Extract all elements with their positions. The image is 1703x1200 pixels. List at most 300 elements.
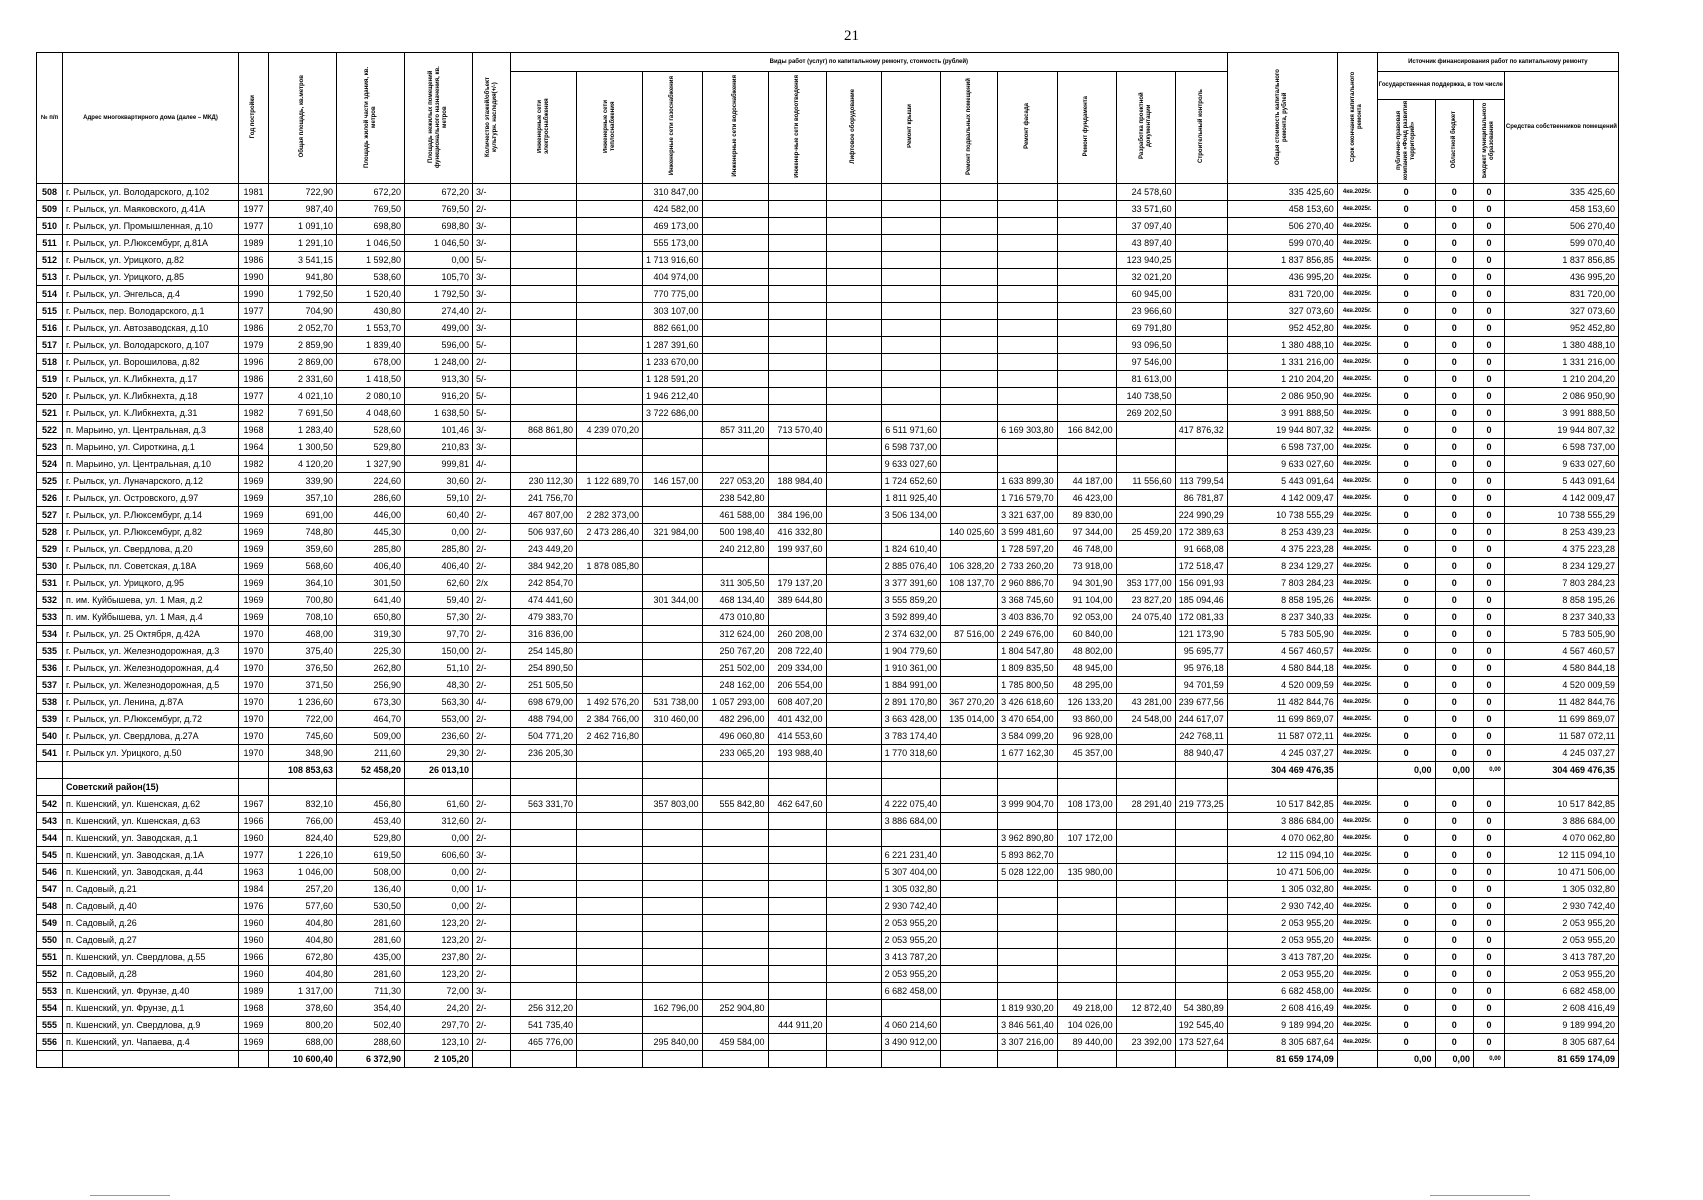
table-cell: 462 647,60 xyxy=(768,796,826,813)
table-cell: 0 xyxy=(1377,983,1435,1000)
table-cell xyxy=(768,490,826,507)
table-cell: 8 305 687,64 xyxy=(1504,1034,1618,1051)
table-cell xyxy=(881,286,941,303)
table-cell: 179 137,20 xyxy=(768,575,826,592)
table-cell: 0 xyxy=(1377,473,1435,490)
table-cell: 286,60 xyxy=(337,490,405,507)
table-cell: 2 885 076,40 xyxy=(881,558,941,575)
section-row xyxy=(37,779,1619,796)
table-cell: 0 xyxy=(1435,473,1474,490)
table-cell: 6 682 458,00 xyxy=(1227,983,1337,1000)
table-cell: 1/- xyxy=(473,881,511,898)
table-cell: 1990 xyxy=(239,286,269,303)
table-row xyxy=(37,643,1619,660)
table-cell: п. Садовый, д.27 xyxy=(63,932,239,949)
table-row xyxy=(37,269,1619,286)
table-cell xyxy=(941,898,998,915)
table-cell xyxy=(511,235,577,252)
table-cell xyxy=(577,541,643,558)
table-cell xyxy=(998,405,1058,422)
table-cell xyxy=(643,541,703,558)
table-cell: 516 xyxy=(37,320,63,337)
table-cell: 123,20 xyxy=(405,966,473,983)
table-cell xyxy=(826,966,881,983)
table-cell: 0 xyxy=(1474,694,1505,711)
table-cell xyxy=(881,405,941,422)
table-cell: 1 553,70 xyxy=(337,320,405,337)
table-cell xyxy=(577,201,643,218)
table-cell xyxy=(577,660,643,677)
table-cell xyxy=(768,235,826,252)
table-cell: 354,40 xyxy=(337,1000,405,1017)
table-cell xyxy=(826,898,881,915)
table-cell: 529 xyxy=(37,541,63,558)
table-cell: 225,30 xyxy=(337,643,405,660)
table-cell: 0 xyxy=(1435,235,1474,252)
table-cell: 0 xyxy=(1474,1000,1505,1017)
table-cell xyxy=(577,320,643,337)
table-cell: 310 847,00 xyxy=(643,184,703,201)
table-cell: 241 756,70 xyxy=(511,490,577,507)
table-cell: 1970 xyxy=(239,660,269,677)
table-cell: 0 xyxy=(1377,847,1435,864)
table-cell: 1 837 856,85 xyxy=(1227,252,1337,269)
table-cell: 537 xyxy=(37,677,63,694)
table-cell: 10 738 555,29 xyxy=(1227,507,1337,524)
table-cell: 1969 xyxy=(239,575,269,592)
table-cell xyxy=(1057,932,1116,949)
table-cell: 532 xyxy=(37,592,63,609)
table-cell xyxy=(1057,337,1116,354)
table-cell xyxy=(998,949,1058,966)
table-cell: 0 xyxy=(1474,915,1505,932)
table-cell: 4кв.2025г. xyxy=(1337,1000,1377,1017)
table-cell xyxy=(643,456,703,473)
table-cell xyxy=(826,303,881,320)
table-cell xyxy=(643,490,703,507)
table-cell: 1 946 212,40 xyxy=(643,388,703,405)
table-cell xyxy=(511,864,577,881)
table-cell: 104 026,00 xyxy=(1057,1017,1116,1034)
table-cell: 59,10 xyxy=(405,490,473,507)
table-cell: 556 xyxy=(37,1034,63,1051)
table-row xyxy=(37,405,1619,422)
table-cell: 3/- xyxy=(473,847,511,864)
table-cell: 0 xyxy=(1474,371,1505,388)
table-cell xyxy=(702,252,768,269)
table-cell: 1 091,10 xyxy=(269,218,337,235)
table-cell: 357 803,00 xyxy=(643,796,703,813)
table-cell: 123 940,25 xyxy=(1116,252,1175,269)
table-cell xyxy=(941,915,998,932)
table-cell: 1990 xyxy=(239,269,269,286)
table-cell: 1 317,00 xyxy=(269,983,337,1000)
table-cell: 2 053 955,20 xyxy=(1504,966,1618,983)
table-cell xyxy=(577,626,643,643)
table-cell: 4кв.2025г. xyxy=(1337,320,1377,337)
table-cell: 1986 xyxy=(239,252,269,269)
table-cell: 0 xyxy=(1474,337,1505,354)
table-cell: 1 904 779,60 xyxy=(881,643,941,660)
table-cell: 641,40 xyxy=(337,592,405,609)
table-cell xyxy=(826,541,881,558)
table-cell xyxy=(941,864,998,881)
table-cell: 46 748,00 xyxy=(1057,541,1116,558)
table-cell: 424 582,00 xyxy=(643,201,703,218)
table-cell: 12 872,40 xyxy=(1116,1000,1175,1017)
table-cell: 543 xyxy=(37,813,63,830)
table-cell xyxy=(881,1051,941,1068)
table-cell: 517 xyxy=(37,337,63,354)
table-cell: 0 xyxy=(1435,643,1474,660)
table-cell: 2/- xyxy=(473,966,511,983)
table-cell: г. Рыльск, ул. Промышленная, д.10 xyxy=(63,218,239,235)
table-cell: 12 115 094,10 xyxy=(1227,847,1337,864)
table-cell xyxy=(1175,762,1227,779)
table-cell: 1 327,90 xyxy=(337,456,405,473)
table-cell: 941,80 xyxy=(269,269,337,286)
table-cell: 5 443 091,64 xyxy=(1504,473,1618,490)
table-cell xyxy=(826,983,881,1000)
table-cell: 406,40 xyxy=(337,558,405,575)
table-cell: 531 xyxy=(37,575,63,592)
table-cell xyxy=(826,201,881,218)
table-cell: 0 xyxy=(1474,558,1505,575)
table-cell: 1 638,50 xyxy=(405,405,473,422)
table-cell: 1982 xyxy=(239,405,269,422)
table-cell: 1 785 800,50 xyxy=(998,677,1058,694)
table-cell: г. Рыльск, ул. Энгельса, д.4 xyxy=(63,286,239,303)
table-cell: 2 053 955,20 xyxy=(1227,966,1337,983)
table-cell: 3/- xyxy=(473,269,511,286)
table-cell: п. Кшенский, ул. Заводская, д.1 xyxy=(63,830,239,847)
table-cell: 952 452,80 xyxy=(1504,320,1618,337)
table-cell xyxy=(577,830,643,847)
table-row xyxy=(37,711,1619,728)
table-cell: 1977 xyxy=(239,388,269,405)
table-cell: 61,60 xyxy=(405,796,473,813)
table-cell xyxy=(643,660,703,677)
table-cell: 0 xyxy=(1474,711,1505,728)
table-cell xyxy=(643,507,703,524)
table-cell: 1970 xyxy=(239,643,269,660)
table-cell: г. Рыльск, ул. Автозаводская, д.10 xyxy=(63,320,239,337)
table-cell: 535 xyxy=(37,643,63,660)
table-cell: г. Рыльск, ул. Железнодорожная, д.5 xyxy=(63,677,239,694)
table-cell xyxy=(998,235,1058,252)
table-cell: 496 060,80 xyxy=(702,728,768,745)
col-work-header: Инженерные сети газоснабжения xyxy=(643,72,703,184)
table-cell: 92 053,00 xyxy=(1057,609,1116,626)
table-cell xyxy=(826,235,881,252)
table-cell: 2 053 955,20 xyxy=(881,932,941,949)
table-cell: 541 xyxy=(37,745,63,762)
table-cell xyxy=(643,966,703,983)
table-cell: 45 357,00 xyxy=(1057,745,1116,762)
table-cell: 2/- xyxy=(473,507,511,524)
table-cell: 2 859,90 xyxy=(269,337,337,354)
table-cell: 0 xyxy=(1377,609,1435,626)
table-cell: 256,90 xyxy=(337,677,405,694)
works-group-header: Виды работ (услуг) по капитальному ремонту, стоимость (рублей) xyxy=(511,53,1228,72)
table-cell: 4кв.2025г. xyxy=(1337,473,1377,490)
table-cell: 2/- xyxy=(473,303,511,320)
table-cell: п. Садовый, д.26 xyxy=(63,915,239,932)
table-cell: 208 722,40 xyxy=(768,643,826,660)
table-cell: 101,46 xyxy=(405,422,473,439)
table-cell: 0 xyxy=(1377,1000,1435,1017)
table-cell: 3 413 787,20 xyxy=(1227,949,1337,966)
table-cell xyxy=(768,439,826,456)
table-cell: 2 086 950,90 xyxy=(1504,388,1618,405)
table-cell: 4 239 070,20 xyxy=(577,422,643,439)
table-cell: 545 xyxy=(37,847,63,864)
table-cell: 2 053 955,20 xyxy=(881,966,941,983)
table-cell: 162 796,00 xyxy=(643,1000,703,1017)
table-cell xyxy=(577,388,643,405)
table-cell: 540 xyxy=(37,728,63,745)
table-cell xyxy=(826,609,881,626)
table-cell: 0 xyxy=(1474,201,1505,218)
table-cell xyxy=(511,830,577,847)
table-cell xyxy=(826,524,881,541)
table-cell: 0 xyxy=(1435,660,1474,677)
table-cell: 1 633 899,30 xyxy=(998,473,1058,490)
table-cell: 0 xyxy=(1474,218,1505,235)
table-cell xyxy=(998,1051,1058,1068)
col-regional-header: Областной бюджет xyxy=(1435,100,1474,184)
table-cell: 288,60 xyxy=(337,1034,405,1051)
table-cell xyxy=(702,949,768,966)
table-cell xyxy=(577,609,643,626)
table-cell xyxy=(702,864,768,881)
table-cell: 0 xyxy=(1474,813,1505,830)
table-cell: 515 xyxy=(37,303,63,320)
table-cell: 8 858 195,26 xyxy=(1504,592,1618,609)
table-cell: 4кв.2025г. xyxy=(1337,1034,1377,1051)
table-cell: 467 807,00 xyxy=(511,507,577,524)
table-cell: 378,60 xyxy=(269,1000,337,1017)
table-cell: 0 xyxy=(1435,371,1474,388)
table-cell xyxy=(768,405,826,422)
table-cell xyxy=(768,218,826,235)
table-cell xyxy=(643,558,703,575)
table-cell xyxy=(998,932,1058,949)
table-cell: 5/- xyxy=(473,252,511,269)
table-cell: 1 824 610,40 xyxy=(881,541,941,558)
table-cell: 2/- xyxy=(473,813,511,830)
table-cell: 0 xyxy=(1435,796,1474,813)
table-row xyxy=(37,728,1619,745)
table-cell: 173 527,64 xyxy=(1175,1034,1227,1051)
table-cell: 542 xyxy=(37,796,63,813)
table-cell: 0 xyxy=(1474,609,1505,626)
footer-rule-right xyxy=(1430,1195,1530,1196)
table-cell xyxy=(826,592,881,609)
table-cell: 8 305 687,64 xyxy=(1227,1034,1337,1051)
table-cell: 650,80 xyxy=(337,609,405,626)
table-cell: 509 xyxy=(37,201,63,218)
table-cell: 916,20 xyxy=(405,388,473,405)
table-cell: 1970 xyxy=(239,677,269,694)
table-cell: 4 060 214,60 xyxy=(881,1017,941,1034)
table-cell: 3 506 134,00 xyxy=(881,507,941,524)
table-cell: 2/- xyxy=(473,354,511,371)
table-cell xyxy=(768,762,826,779)
table-cell xyxy=(941,1017,998,1034)
col-work-header: Инженерные сети теплоснабжения xyxy=(577,72,643,184)
table-cell: 9 189 994,20 xyxy=(1504,1017,1618,1034)
table-cell xyxy=(881,303,941,320)
table-cell: 0 xyxy=(1474,456,1505,473)
table-cell: 48 295,00 xyxy=(1057,677,1116,694)
table-cell xyxy=(768,966,826,983)
table-cell: 0 xyxy=(1474,473,1505,490)
table-cell: 0 xyxy=(1474,405,1505,422)
table-cell: 224 990,29 xyxy=(1175,507,1227,524)
table-cell xyxy=(941,303,998,320)
table-cell: 1 305 032,80 xyxy=(1227,881,1337,898)
col-work-header: Лифтовое оборудование xyxy=(826,72,881,184)
table-cell: 2 053 955,20 xyxy=(1227,932,1337,949)
table-cell: 2/- xyxy=(473,1034,511,1051)
table-cell: 97,70 xyxy=(405,626,473,643)
table-cell: 4кв.2025г. xyxy=(1337,575,1377,592)
table-row xyxy=(37,796,1619,813)
table-cell: 353 177,00 xyxy=(1116,575,1175,592)
table-cell: 43 897,40 xyxy=(1116,235,1175,252)
table-cell: 2 462 716,80 xyxy=(577,728,643,745)
table-cell: 1 792,50 xyxy=(269,286,337,303)
table-cell xyxy=(998,813,1058,830)
table-cell xyxy=(826,949,881,966)
table-cell: 5/- xyxy=(473,405,511,422)
table-cell: 857 311,20 xyxy=(702,422,768,439)
table-cell xyxy=(511,847,577,864)
table-cell: 89 830,00 xyxy=(1057,507,1116,524)
table-cell xyxy=(702,320,768,337)
table-cell: 2 930 742,40 xyxy=(1504,898,1618,915)
table-cell: 1 283,40 xyxy=(269,422,337,439)
table-cell: 252 904,80 xyxy=(702,1000,768,1017)
table-cell xyxy=(1175,337,1227,354)
table-cell xyxy=(826,915,881,932)
table-cell xyxy=(826,643,881,660)
table-row xyxy=(37,473,1619,490)
table-cell: п. Кшенский, ул. Свердлова, д.55 xyxy=(63,949,239,966)
table-cell xyxy=(768,1000,826,1017)
table-cell xyxy=(768,371,826,388)
table-cell: 0 xyxy=(1377,796,1435,813)
table-cell: г. Рыльск, ул. Урицкого, д.82 xyxy=(63,252,239,269)
table-cell xyxy=(826,1051,881,1068)
table-cell: 506 270,40 xyxy=(1504,218,1618,235)
table-cell: 1966 xyxy=(239,949,269,966)
table-cell: 126 133,20 xyxy=(1057,694,1116,711)
table-cell xyxy=(826,864,881,881)
table-cell: 3 555 859,20 xyxy=(881,592,941,609)
table-cell xyxy=(1057,966,1116,983)
table-cell xyxy=(702,354,768,371)
table-cell: 0 xyxy=(1435,1034,1474,1051)
table-cell xyxy=(1057,201,1116,218)
table-cell xyxy=(941,966,998,983)
table-cell xyxy=(1175,898,1227,915)
table-cell: 464,70 xyxy=(337,711,405,728)
table-cell: 242 854,70 xyxy=(511,575,577,592)
table-cell: 500 198,40 xyxy=(702,524,768,541)
table-cell: г. Рыльск, ул. Р.Люксембург, д.82 xyxy=(63,524,239,541)
table-cell: 1977 xyxy=(239,847,269,864)
table-cell: 3 413 787,20 xyxy=(881,949,941,966)
table-cell xyxy=(826,490,881,507)
table-cell: 0 xyxy=(1474,881,1505,898)
table-cell: 430,80 xyxy=(337,303,405,320)
table-cell: 3/- xyxy=(473,439,511,456)
table-row xyxy=(37,830,1619,847)
table-cell xyxy=(1116,660,1175,677)
table-cell: 6 221 231,40 xyxy=(881,847,941,864)
table-cell: 0 xyxy=(1377,456,1435,473)
table-cell: 1 520,40 xyxy=(337,286,405,303)
table-cell xyxy=(1116,881,1175,898)
table-cell: 251 502,00 xyxy=(702,660,768,677)
table-cell xyxy=(1116,762,1175,779)
table-cell xyxy=(768,558,826,575)
table-cell: 0 xyxy=(1377,728,1435,745)
table-cell: 238 542,80 xyxy=(702,490,768,507)
table-cell: 94 301,90 xyxy=(1057,575,1116,592)
table-cell: 0 xyxy=(1377,966,1435,983)
table-cell: 19 944 807,32 xyxy=(1504,422,1618,439)
table-cell xyxy=(702,218,768,235)
table-cell: 9 633 027,60 xyxy=(1504,456,1618,473)
table-cell: 555 842,80 xyxy=(702,796,768,813)
table-cell: 32 021,20 xyxy=(1116,269,1175,286)
table-cell xyxy=(1057,847,1116,864)
table-cell xyxy=(511,354,577,371)
table-cell xyxy=(941,847,998,864)
table-cell: 95 976,18 xyxy=(1175,660,1227,677)
col-work-header: Инженерные сети водоснабжения xyxy=(702,72,768,184)
table-cell: 0 xyxy=(1474,898,1505,915)
table-cell: 745,60 xyxy=(269,728,337,745)
table-cell xyxy=(702,1017,768,1034)
table-cell xyxy=(511,813,577,830)
table-cell xyxy=(826,813,881,830)
table-cell xyxy=(702,388,768,405)
table-row xyxy=(37,609,1619,626)
table-cell xyxy=(511,337,577,354)
table-cell: п. Кшенский, ул. Заводская, д.1А xyxy=(63,847,239,864)
table-cell xyxy=(511,218,577,235)
table-cell: 2 473 286,40 xyxy=(577,524,643,541)
table-cell: 0 xyxy=(1377,252,1435,269)
table-cell: 96 928,00 xyxy=(1057,728,1116,745)
table-cell xyxy=(511,1051,577,1068)
table-cell: 24,20 xyxy=(405,1000,473,1017)
table-cell: 89 440,00 xyxy=(1057,1034,1116,1051)
table-cell: 4 245 037,27 xyxy=(1227,745,1337,762)
table-cell xyxy=(37,762,63,779)
table-cell: 274,40 xyxy=(405,303,473,320)
table-cell: 339,90 xyxy=(269,473,337,490)
table-cell: 29,30 xyxy=(405,745,473,762)
table-cell: 8 253 439,23 xyxy=(1227,524,1337,541)
table-cell xyxy=(768,609,826,626)
table-cell xyxy=(941,473,998,490)
table-cell xyxy=(577,303,643,320)
